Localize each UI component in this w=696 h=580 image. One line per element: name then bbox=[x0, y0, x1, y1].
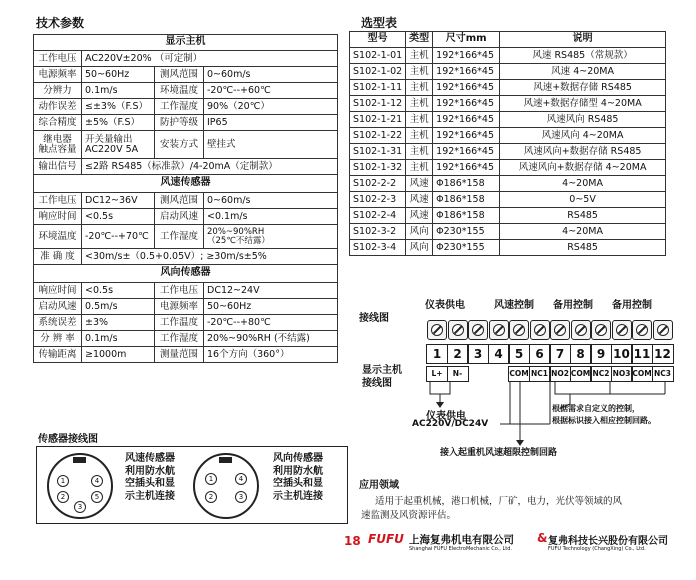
terminal-label: N- bbox=[447, 366, 469, 382]
spec-label: 电源频率 bbox=[155, 299, 204, 315]
table-row bbox=[350, 128, 666, 144]
spec-label: 工作湿度 bbox=[155, 225, 204, 249]
model-cell: S102-1-12 bbox=[350, 96, 406, 112]
type-cell: 风向 bbox=[406, 240, 433, 256]
model-cell: S102-2-4 bbox=[350, 208, 406, 224]
model-cell: S102-2-3 bbox=[350, 192, 406, 208]
desc-cell: 风速+数据存储 RS485 bbox=[500, 80, 666, 96]
desc-cell: 风速风向 4~20MA bbox=[500, 128, 666, 144]
terminal-number: 1 bbox=[426, 344, 448, 364]
table-row bbox=[350, 192, 666, 208]
terminal-label: NC3 bbox=[652, 366, 674, 382]
terminal-number: 11 bbox=[631, 344, 653, 364]
sensor-wiring-title: 传感器接线图 bbox=[38, 434, 98, 445]
terminal-screw bbox=[448, 320, 468, 340]
spec-label: 输出信号 bbox=[34, 159, 82, 175]
table-row bbox=[350, 224, 666, 240]
spec-value: IP65 bbox=[204, 115, 338, 131]
table-row bbox=[350, 208, 666, 224]
desc-cell: 风速 RS485（常规款） bbox=[500, 48, 666, 64]
spec-label: 传输距离 bbox=[34, 347, 82, 363]
type-cell: 主机 bbox=[406, 112, 433, 128]
spec-value: AC220V±20% （可定制） bbox=[82, 51, 338, 67]
spec-label: 动作误差 bbox=[34, 99, 82, 115]
model-cell: S102-2-2 bbox=[350, 176, 406, 192]
custom-note-1: 根据需求自定义的控制， bbox=[552, 404, 640, 413]
spec-value: 0.5m/s bbox=[82, 299, 155, 315]
spec-label: 环境温度 bbox=[155, 83, 204, 99]
terminal-screw bbox=[571, 320, 591, 340]
spec-value: 开关量输出 AC220V 5A bbox=[82, 131, 155, 159]
spec-label: 继电器 触点容量 bbox=[34, 131, 82, 159]
size-cell: Φ230*155 bbox=[433, 240, 500, 256]
type-cell: 主机 bbox=[406, 80, 433, 96]
table-row bbox=[350, 64, 666, 80]
spec-value: -20℃--+80℃ bbox=[204, 315, 338, 331]
spec-label: 系统误差 bbox=[34, 315, 82, 331]
model-cell: S102-1-31 bbox=[350, 144, 406, 160]
table-row bbox=[350, 96, 666, 112]
spec-label: 准 确 度 bbox=[34, 249, 82, 265]
desc-cell: 4~20MA bbox=[500, 224, 666, 240]
terminal-label: COM bbox=[508, 366, 530, 382]
table-row bbox=[350, 240, 666, 256]
spec-label: 工作电压 bbox=[34, 51, 82, 67]
size-cell: Φ230*155 bbox=[433, 224, 500, 240]
terminal-number: 3 bbox=[467, 344, 489, 364]
group-spare-control-2: 备用控制 bbox=[612, 300, 652, 311]
size-cell: 192*166*45 bbox=[433, 112, 500, 128]
company-2-en: FUFU Technology (ChangXing) Co., Ltd. bbox=[548, 546, 646, 552]
model-cell: S102-3-2 bbox=[350, 224, 406, 240]
size-cell: Φ186*158 bbox=[433, 208, 500, 224]
spec-label: 环境温度 bbox=[34, 225, 82, 249]
desc-cell: 0~5V bbox=[500, 192, 666, 208]
spec-value: ≥1000m bbox=[82, 347, 155, 363]
terminal-label: COM bbox=[570, 366, 592, 382]
terminal-screw bbox=[509, 320, 529, 340]
group-power: 仪表供电 bbox=[425, 300, 465, 311]
speed-sensor-text: 风速传感器 利用防水航 空插头和显 示主机连接 bbox=[125, 453, 175, 502]
power-note-2: AC220V/DC24V bbox=[412, 419, 489, 429]
spec-value: DC12~24V bbox=[204, 283, 338, 299]
spec-label: 工作湿度 bbox=[155, 331, 204, 347]
terminal-label: NO2 bbox=[549, 366, 571, 382]
company-1-name: 上海复弗机电有限公司 bbox=[409, 534, 514, 546]
desc-cell: 风速风向+数据存储 4~20MA bbox=[500, 160, 666, 176]
spec-value: 壁挂式 bbox=[204, 131, 338, 159]
terminal-screw bbox=[612, 320, 632, 340]
pin: 4 bbox=[91, 475, 103, 487]
terminal-label: NO3 bbox=[611, 366, 633, 382]
spec-value: -20℃--+60℃ bbox=[204, 83, 338, 99]
spec-value: 0~60m/s bbox=[204, 193, 338, 209]
type-cell: 风向 bbox=[406, 224, 433, 240]
terminal-number: 12 bbox=[652, 344, 674, 364]
spec-label: 响应时间 bbox=[34, 283, 82, 299]
spec-label: 响应时间 bbox=[34, 209, 82, 225]
spec-value: <0.1m/s bbox=[204, 209, 338, 225]
pin: 2 bbox=[205, 491, 217, 503]
type-cell: 主机 bbox=[406, 160, 433, 176]
size-cell: 192*166*45 bbox=[433, 160, 500, 176]
model-cell: S102-1-11 bbox=[350, 80, 406, 96]
footer-ampersand: & bbox=[537, 531, 548, 545]
company-1-en: Shanghai FUFU ElectroMechanic Co., Ltd. bbox=[409, 546, 512, 552]
desc-cell: 风速风向 RS485 bbox=[500, 112, 666, 128]
direction-sensor-text: 风向传感器 利用防水航 空插头和显 示主机连接 bbox=[273, 453, 323, 502]
spec-label: 工作湿度 bbox=[155, 99, 204, 115]
col-size: 尺寸mm bbox=[433, 32, 500, 48]
size-cell: Φ186*158 bbox=[433, 176, 500, 192]
terminal-screw bbox=[591, 320, 611, 340]
connector-key bbox=[219, 457, 232, 463]
col-type: 类型 bbox=[406, 32, 433, 48]
spec-label: 测风范围 bbox=[155, 67, 204, 83]
application-text-1: 适用于起重机械，港口机械，厂矿，电力，光伏等领域的风 bbox=[375, 496, 623, 507]
spec-value: 20%~90%RH (不结露) bbox=[204, 331, 338, 347]
selection-table bbox=[349, 31, 666, 256]
spec-value: 90%（20℃） bbox=[204, 99, 338, 115]
spec-value: <0.5s bbox=[82, 209, 155, 225]
size-cell: 192*166*45 bbox=[433, 48, 500, 64]
terminal-label: COM bbox=[631, 366, 653, 382]
sensor-wiring-box bbox=[36, 446, 348, 524]
table-row bbox=[350, 176, 666, 192]
terminal-screw bbox=[550, 320, 570, 340]
col-model: 型号 bbox=[350, 32, 406, 48]
selection-title: 选型表 bbox=[361, 16, 398, 30]
company-logo: FUFU bbox=[368, 532, 404, 546]
terminal-label: L+ bbox=[426, 366, 448, 382]
terminal-number: 6 bbox=[529, 344, 551, 364]
desc-cell: 风速风向+数据存储 RS485 bbox=[500, 144, 666, 160]
size-cell: 192*166*45 bbox=[433, 80, 500, 96]
application-title: 应用领域 bbox=[359, 480, 399, 491]
spec-value: <30m/s±（0.5+0.05V）; ≥30m/s±5% bbox=[82, 249, 338, 265]
desc-cell: 风速 4~20MA bbox=[500, 64, 666, 80]
spec-value: DC12~36V bbox=[82, 193, 155, 209]
spec-value: 50~60Hz bbox=[204, 299, 338, 315]
spec-value: 16个方向（360°） bbox=[204, 347, 338, 363]
host-wiring-label: 显示主机 接线图 bbox=[362, 365, 402, 389]
table-row bbox=[350, 160, 666, 176]
spec-value: -20℃--+70℃ bbox=[82, 225, 155, 249]
desc-cell: 风速+数据存储型 4~20MA bbox=[500, 96, 666, 112]
size-cell: 192*166*45 bbox=[433, 144, 500, 160]
spec-value: ≤2路 RS485（标准款）/4-20mA（定制款） bbox=[82, 159, 338, 175]
model-cell: S102-1-21 bbox=[350, 112, 406, 128]
model-cell: S102-3-4 bbox=[350, 240, 406, 256]
group-spare-control-1: 备用控制 bbox=[553, 300, 593, 311]
power-note-1: 仪表供电 bbox=[426, 411, 466, 422]
company-2-name: 复弗科技长兴股份有限公司 bbox=[548, 536, 668, 547]
group-speed-control: 风速控制 bbox=[494, 300, 534, 311]
dir-header: 风向传感器 bbox=[34, 265, 338, 283]
pin: 1 bbox=[205, 473, 217, 485]
model-cell: S102-1-02 bbox=[350, 64, 406, 80]
spec-label: 电源频率 bbox=[34, 67, 82, 83]
spec-label: 测风范围 bbox=[155, 193, 204, 209]
terminal-screw bbox=[653, 320, 673, 340]
terminal-number: 8 bbox=[570, 344, 592, 364]
pin: 3 bbox=[74, 501, 86, 513]
terminal-screw bbox=[530, 320, 550, 340]
host-header: 显示主机 bbox=[34, 35, 338, 51]
terminal-number: 7 bbox=[549, 344, 571, 364]
spec-value: 50~60Hz bbox=[82, 67, 155, 83]
spec-value: 0.1m/s bbox=[82, 83, 155, 99]
spec-label: 分辨力 bbox=[34, 83, 82, 99]
spec-label: 防护等级 bbox=[155, 115, 204, 131]
terminal-screw bbox=[468, 320, 488, 340]
model-cell: S102-1-01 bbox=[350, 48, 406, 64]
size-cell: 192*166*45 bbox=[433, 96, 500, 112]
spec-value: <0.5s bbox=[82, 283, 155, 299]
terminal-label: NC1 bbox=[529, 366, 551, 382]
table-row bbox=[350, 112, 666, 128]
spec-label: 工作电压 bbox=[155, 283, 204, 299]
connector-key bbox=[73, 457, 86, 463]
terminal-label: NC2 bbox=[590, 366, 612, 382]
pin: 4 bbox=[235, 473, 247, 485]
col-desc: 说明 bbox=[500, 32, 666, 48]
size-cell: Φ186*158 bbox=[433, 192, 500, 208]
spec-label: 启动风速 bbox=[155, 209, 204, 225]
type-cell: 主机 bbox=[406, 64, 433, 80]
spec-label: 分 辨 率 bbox=[34, 331, 82, 347]
type-cell: 主机 bbox=[406, 144, 433, 160]
size-cell: 192*166*45 bbox=[433, 128, 500, 144]
pin: 5 bbox=[91, 491, 103, 503]
spec-label: 测量范围 bbox=[155, 347, 204, 363]
desc-cell: RS485 bbox=[500, 208, 666, 224]
speed-note: 接入起重机风速超限控制回路 bbox=[440, 448, 558, 458]
type-cell: 风速 bbox=[406, 208, 433, 224]
desc-cell: RS485 bbox=[500, 240, 666, 256]
pin: 1 bbox=[57, 475, 69, 487]
spec-label: 安装方式 bbox=[155, 131, 204, 159]
spec-value: 0~60m/s bbox=[204, 67, 338, 83]
terminal-number: 9 bbox=[590, 344, 612, 364]
wiring-title: 接线图 bbox=[359, 313, 389, 324]
spec-label: 工作电压 bbox=[34, 193, 82, 209]
table-row bbox=[350, 48, 666, 64]
terminal-screw bbox=[489, 320, 509, 340]
spec-value: ±5%（F.S） bbox=[82, 115, 155, 131]
type-cell: 主机 bbox=[406, 48, 433, 64]
spec-value: 0.1m/s bbox=[82, 331, 155, 347]
spec-label: 工作温度 bbox=[155, 315, 204, 331]
type-cell: 主机 bbox=[406, 128, 433, 144]
table-row bbox=[350, 144, 666, 160]
model-cell: S102-1-32 bbox=[350, 160, 406, 176]
model-cell: S102-1-22 bbox=[350, 128, 406, 144]
spec-title: 技术参数 bbox=[36, 16, 85, 30]
terminal-number: 4 bbox=[488, 344, 510, 364]
speed-header: 风速传感器 bbox=[34, 175, 338, 193]
spec-value: ≤±3%（F.S） bbox=[82, 99, 155, 115]
size-cell: 192*166*45 bbox=[433, 64, 500, 80]
pin: 3 bbox=[235, 491, 247, 503]
terminal-number: 2 bbox=[447, 344, 469, 364]
application-text-2: 速监测及风资源评估。 bbox=[361, 510, 457, 521]
terminal-screw bbox=[632, 320, 652, 340]
terminal-screw bbox=[427, 320, 447, 340]
custom-note-2: 根据标识接入相应控制回路。 bbox=[552, 416, 656, 425]
desc-cell: 4~20MA bbox=[500, 176, 666, 192]
type-cell: 风速 bbox=[406, 192, 433, 208]
type-cell: 主机 bbox=[406, 96, 433, 112]
terminal-number: 5 bbox=[508, 344, 530, 364]
terminal-number: 10 bbox=[611, 344, 633, 364]
table-row bbox=[350, 80, 666, 96]
direction-connector bbox=[193, 453, 259, 519]
spec-label: 启动风速 bbox=[34, 299, 82, 315]
page-number: 18 bbox=[344, 534, 361, 548]
speed-connector bbox=[47, 453, 113, 519]
pin: 2 bbox=[57, 491, 69, 503]
spec-label: 综合精度 bbox=[34, 115, 82, 131]
spec-table bbox=[33, 34, 338, 363]
spec-value: 20%~90%RH （25℃不结露） bbox=[204, 225, 338, 249]
type-cell: 风速 bbox=[406, 176, 433, 192]
spec-value: ±3% bbox=[82, 315, 155, 331]
